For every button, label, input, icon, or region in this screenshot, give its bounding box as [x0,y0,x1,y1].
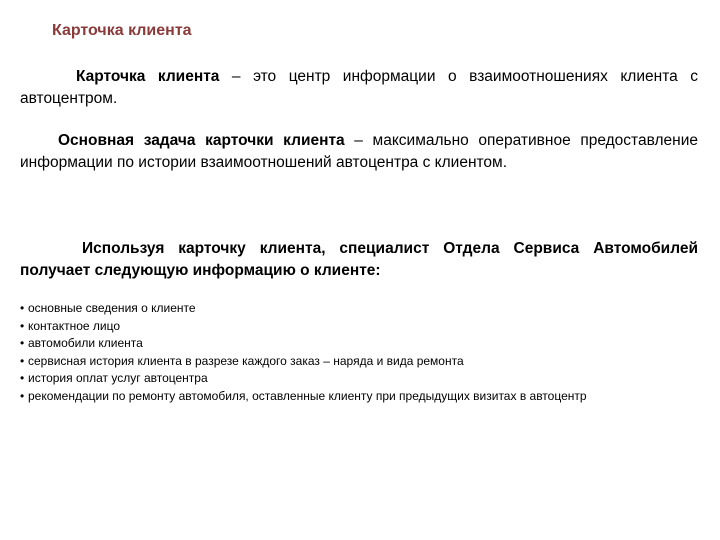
bullet-icon: • [20,318,25,333]
list-item-text: сервисная история клиента в разрезе каждого заказ – наряда и вида ремонта [28,353,464,368]
list-item [20,335,710,353]
intro-paragraph: Используя карточку клиента, специалист Отдела Сервиса Автомобилей получает следующую информацию о клиенте: [20,240,698,279]
page-title: Карточка клиента [52,22,192,39]
main-task-text: – максимально оперативное предоставление информации по истории взаимоотношений автоцентра с клиентом. [20,132,698,171]
list-item-text: история оплат услуг автоцентра [28,371,208,385]
list-item [20,370,710,388]
list-item [20,353,710,371]
list-item [20,388,710,406]
info-list [20,300,710,405]
bullet-icon: • [20,371,25,385]
definition-text: – это центр информации о взаимоотношениях клиента с автоцентром. [20,68,698,107]
list-item-text: автомобили клиента [28,336,143,350]
list-item-text: контактное лицо [28,318,121,333]
bullet-icon: • [20,388,25,403]
bullet-icon: • [20,301,25,315]
list-item-text: основные сведения о клиенте [28,301,196,315]
list-item [20,300,710,318]
bullet-icon: • [20,336,25,350]
definition-paragraph [20,66,698,110]
main-task-term: Основная задача карточки клиента [58,132,345,149]
list-item-text: рекомендации по ремонту автомобиля, оставленные клиенту при предыдущих визитах в автоцентр [28,388,587,403]
definition-term: Карточка клиента [76,68,220,85]
main-task-paragraph [20,130,698,174]
list-item [20,318,710,336]
bullet-icon: • [20,353,25,368]
